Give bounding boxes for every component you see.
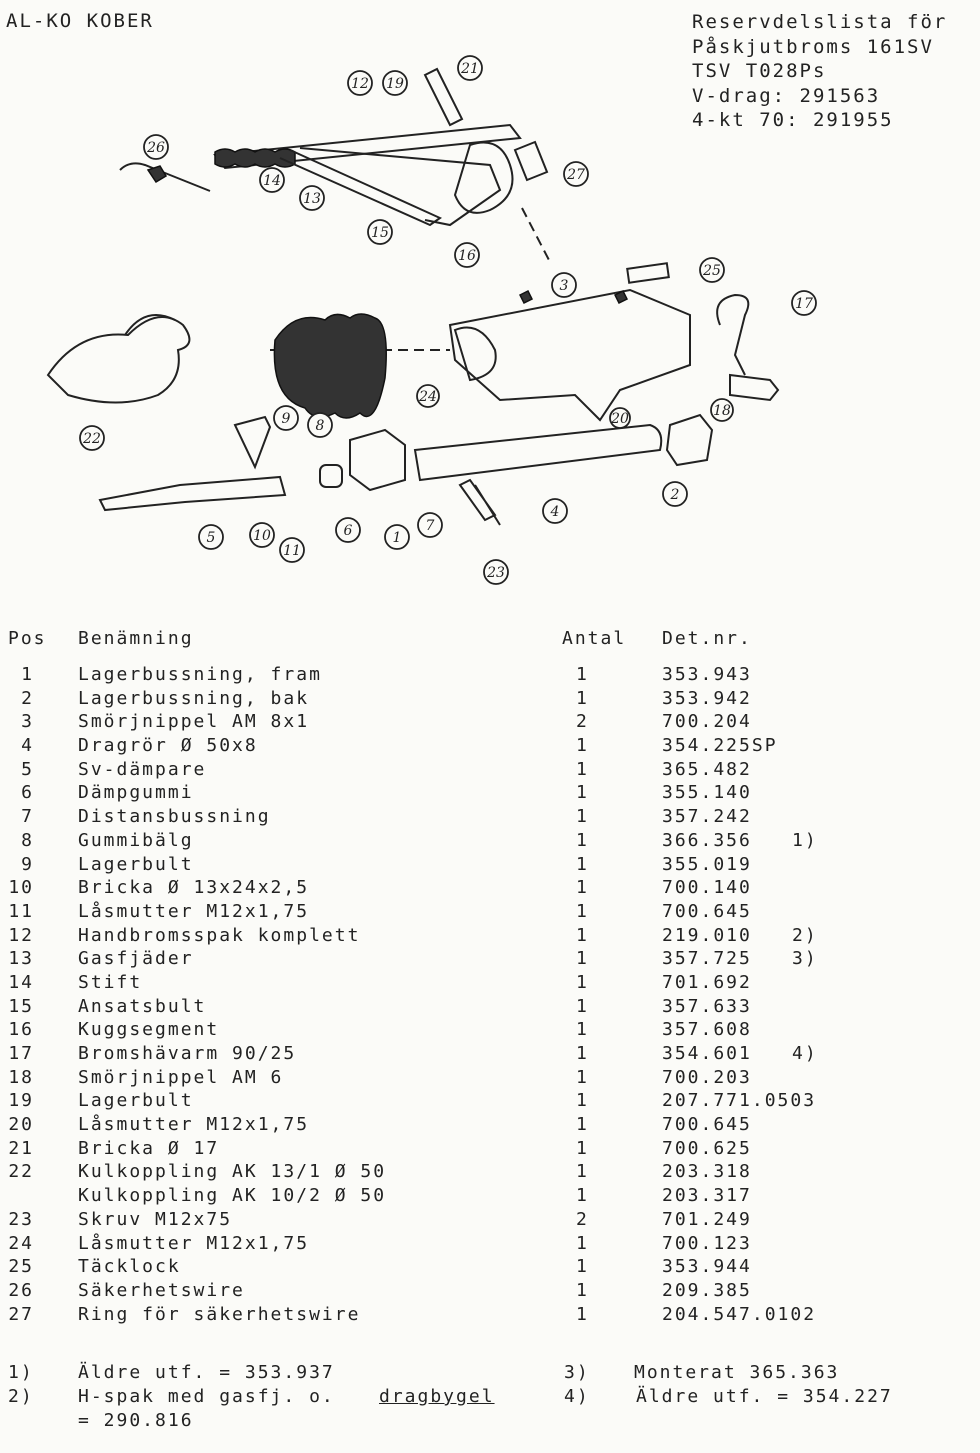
row-name: Lagerbussning, bak [78,687,310,709]
footnote-2-continuation: = 290.816 [78,1410,194,1431]
diagram-svg [30,40,813,600]
row-name: Dragrör Ø 50x8 [78,735,258,757]
row-antal: 1 [576,1256,589,1278]
row-det: 700.140 [662,877,752,899]
callout-4 [543,499,567,523]
ball-coupling-drawing [48,315,189,403]
row-name: Låsmutter M12x1,75 [78,900,310,922]
svg-text:19: 19 [386,76,404,92]
row-note: 4) [792,1043,818,1064]
table-row [0,711,980,735]
svg-text:23: 23 [487,565,505,581]
table-row [0,925,980,949]
row-name: Lagerbult [78,853,194,875]
row-name: Lagerbussning, fram [78,664,322,685]
row-antal: 1 [576,829,589,851]
svg-text:26: 26 [147,140,165,156]
row-antal: 1 [576,735,589,757]
row-name: Bromshävarm 90/25 [78,1043,297,1064]
svg-text:18: 18 [713,403,731,419]
row-pos: 1 [21,664,34,685]
row-pos: 7 [21,806,34,828]
callout-16 [455,243,479,267]
svg-text:16: 16 [458,248,476,264]
callout-19 [383,71,407,95]
row-det: 357.242 [662,806,752,828]
row-det: 700.203 [662,1066,752,1088]
table-header [0,628,980,664]
row-name: Gasfjäder [78,948,194,970]
row-pos: 13 [8,948,34,970]
row-note: 3) [792,948,818,970]
row-antal: 1 [576,924,589,946]
row-det: 366.356 [662,829,752,851]
row-name: Täcklock [78,1256,181,1278]
row-antal: 1 [576,900,589,922]
row-det: 357.633 [662,995,752,1017]
table-row [0,830,980,854]
brand-name: AL-KO KOBER [6,10,154,32]
row-pos: 3 [21,711,34,733]
footnote-3-mark: 3) [564,1362,590,1383]
svg-text:8: 8 [315,418,325,434]
row-pos: 21 [8,1137,34,1159]
row-pos: 25 [8,1256,34,1278]
callout-22 [80,426,104,450]
row-det: 700.625 [662,1137,752,1159]
footnote-4-mark: 4) [564,1386,590,1407]
header-det: Det.nr. [662,628,752,649]
row-name: Ring för säkerhetswire [78,1303,361,1325]
row-name: Säkerhetswire [78,1279,245,1301]
row-note: 1) [792,829,818,851]
row-pos: 9 [21,853,34,875]
callout-5 [199,525,223,549]
callout-25 [700,258,724,282]
row-antal: 1 [576,1279,589,1301]
callout-15 [368,220,392,244]
svg-text:2: 2 [670,487,680,503]
svg-text:17: 17 [795,296,813,312]
row-pos: 18 [8,1066,34,1088]
row-name: Smörjnippel AM 6 [78,1066,284,1088]
brake-arm-drawing [717,295,778,400]
callout-23 [484,560,508,584]
footnote-4-text: Äldre utf. = 354.227 [636,1386,893,1407]
table-row [0,948,980,972]
row-det: 700.645 [662,900,752,922]
row-name: Stift [78,971,143,993]
svg-text:25: 25 [703,263,721,279]
row-pos: 15 [8,995,34,1017]
svg-text:3: 3 [559,278,569,294]
table-row [0,1114,980,1138]
callout-1 [385,525,409,549]
table-row [0,735,980,759]
row-pos: 2 [21,687,34,709]
row-det: 203.317 [662,1185,752,1207]
row-antal: 1 [576,1232,589,1254]
title-line: 4-kt 70: 291955 [692,109,894,131]
row-det: 700.204 [662,711,752,733]
row-antal: 1 [576,948,589,970]
callout-21 [458,56,482,80]
header-name: Benämning [78,628,194,649]
row-pos: 22 [8,1161,34,1183]
row-antal: 1 [576,758,589,780]
row-det: 357.608 [662,1019,752,1041]
row-pos: 26 [8,1279,34,1301]
footnote-1-text: Äldre utf. = 353.937 [78,1362,335,1383]
svg-text:7: 7 [425,518,435,534]
title-line: Påskjutbroms 161SV [692,35,934,58]
row-name: Ansatsbult [78,995,207,1017]
row-antal: 1 [576,782,589,804]
row-pos: 12 [8,924,34,946]
row-antal: 1 [576,664,589,685]
table-row [0,972,980,996]
row-name: Låsmutter M12x1,75 [78,1232,310,1254]
row-name: Sv-dämpare [78,758,207,780]
table-row [0,996,980,1020]
svg-text:1: 1 [392,530,402,546]
row-antal: 1 [576,1019,589,1041]
table-row [0,1019,980,1043]
row-det: 701.249 [662,1208,752,1230]
svg-text:13: 13 [303,191,321,207]
svg-text:9: 9 [281,411,291,427]
callout-26 [144,135,168,159]
table-row [0,877,980,901]
handbrake-lever-drawing [120,69,550,262]
row-antal: 1 [576,877,589,899]
table-row [0,1256,980,1280]
row-name: Dämpgummi [78,782,194,804]
callout-18 [711,399,733,421]
callout-24 [417,385,439,407]
table-row [0,806,980,830]
row-note: 2) [792,924,818,946]
row-antal: 1 [576,806,589,828]
exploded-parts-diagram [30,40,813,600]
callout-7 [418,513,442,537]
callout-14 [260,168,284,192]
callout-2 [663,482,687,506]
table-row [0,1280,980,1304]
table-row [0,1067,980,1091]
svg-text:15: 15 [371,225,389,241]
footnote-1-mark: 1) [8,1362,34,1383]
row-antal: 2 [576,1208,589,1230]
svg-text:27: 27 [567,167,585,183]
svg-text:22: 22 [83,431,101,447]
table-row [0,1209,980,1233]
svg-text:11: 11 [283,543,301,559]
bellows-drawing [274,314,386,418]
row-det: 204.547.0102 [662,1303,817,1325]
row-antal: 1 [576,1303,589,1325]
row-name: Kuggsegment [78,1019,220,1041]
row-det: 355.140 [662,782,752,804]
row-det: 701.692 [662,971,752,993]
row-pos: 23 [8,1208,34,1230]
callout-3 [552,273,576,297]
row-name: Bricka Ø 17 [78,1137,220,1159]
callout-20 [610,408,630,428]
row-det: 357.725 [662,948,752,970]
row-det: 354.601 [662,1043,752,1064]
title-line: Reservdelslista för [692,11,948,33]
table-row [0,1138,980,1162]
parts-table [0,628,980,1327]
svg-text:12: 12 [351,76,369,92]
row-antal: 1 [576,1137,589,1159]
svg-text:5: 5 [206,530,216,546]
row-name: Låsmutter M12x1,75 [78,1114,310,1136]
row-name: Distansbussning [78,806,271,828]
row-name: Lagerbult [78,1090,194,1112]
row-antal: 1 [576,995,589,1017]
callout-8 [308,413,332,437]
row-det: 354.225SP [662,735,778,757]
table-row [0,1161,980,1185]
svg-text:24: 24 [419,389,437,405]
svg-text:4: 4 [550,504,560,520]
row-pos: 16 [8,1019,34,1041]
row-pos: 19 [8,1090,34,1112]
table-row [0,1304,980,1328]
row-pos: 17 [8,1043,34,1064]
row-det: 219.010 [662,924,752,946]
table-row [0,759,980,783]
header-pos: Pos [8,628,47,649]
row-det: 209.385 [662,1279,752,1301]
row-antal: 1 [576,1043,589,1064]
table-row [0,1043,980,1067]
row-name: Kulkoppling AK 13/1 Ø 50 [78,1161,387,1183]
row-pos: 11 [8,900,34,922]
callout-12 [348,71,372,95]
row-pos: 10 [8,877,34,899]
row-antal: 1 [576,1114,589,1136]
row-name: Kulkoppling AK 10/2 Ø 50 [78,1185,387,1207]
row-pos: 8 [21,829,34,851]
row-antal: 1 [576,1161,589,1183]
callout-10 [250,523,274,547]
footnote-2-text: H-spak med gasfj. o. [78,1386,335,1407]
table-row [0,782,980,806]
row-antal: 2 [576,711,589,733]
row-antal: 1 [576,1090,589,1112]
row-antal: 1 [576,971,589,993]
row-det: 700.645 [662,1114,752,1136]
row-pos: 20 [8,1114,34,1136]
row-det: 365.482 [662,758,752,780]
svg-text:10: 10 [253,528,271,544]
row-det: 353.942 [662,687,752,709]
row-pos: 14 [8,971,34,993]
title-line: TSV T028Ps [692,60,827,82]
row-name: Smörjnippel AM 8x1 [78,711,310,733]
footnote-3-text: Monterat 365.363 [634,1362,840,1383]
row-name: Bricka Ø 13x24x2,5 [78,877,310,899]
row-det: 207.771.0503 [662,1090,817,1112]
row-pos: 27 [8,1303,34,1325]
row-pos: 6 [21,782,34,804]
table-body [0,664,980,1327]
svg-text:21: 21 [461,61,479,77]
footnote-2-underlined: dragbygel [379,1386,495,1407]
svg-text:20: 20 [611,411,629,427]
drawbar-drawing [100,415,712,525]
row-antal: 1 [576,853,589,875]
callout-6 [336,518,360,542]
svg-text:14: 14 [263,173,281,189]
row-pos: 24 [8,1232,34,1254]
table-row [0,1233,980,1257]
title-line: V-drag: 291563 [692,84,881,107]
table-row [0,664,980,688]
table-row [0,1090,980,1114]
callout-17 [792,291,816,315]
table-row [0,854,980,878]
svg-text:6: 6 [343,523,353,539]
callout-27 [564,162,588,186]
row-name: Skruv M12x75 [78,1208,233,1230]
table-row [0,688,980,712]
header-antal: Antal [562,628,627,649]
table-row [0,901,980,925]
row-name: Handbromsspak komplett [78,924,361,946]
row-name: Gummibälg [78,829,194,851]
row-det: 700.123 [662,1232,752,1254]
row-det: 353.944 [662,1256,752,1278]
callout-13 [300,186,324,210]
row-det: 355.019 [662,853,752,875]
table-row [0,1185,980,1209]
row-antal: 1 [576,687,589,709]
footnote-2-mark: 2) [8,1386,34,1407]
row-det: 203.318 [662,1161,752,1183]
callout-9 [274,406,298,430]
row-antal: 1 [576,1185,589,1207]
row-pos: 5 [21,758,34,780]
callout-11 [280,538,304,562]
row-antal: 1 [576,1066,589,1088]
row-pos: 4 [21,735,34,757]
row-det: 353.943 [662,664,752,685]
